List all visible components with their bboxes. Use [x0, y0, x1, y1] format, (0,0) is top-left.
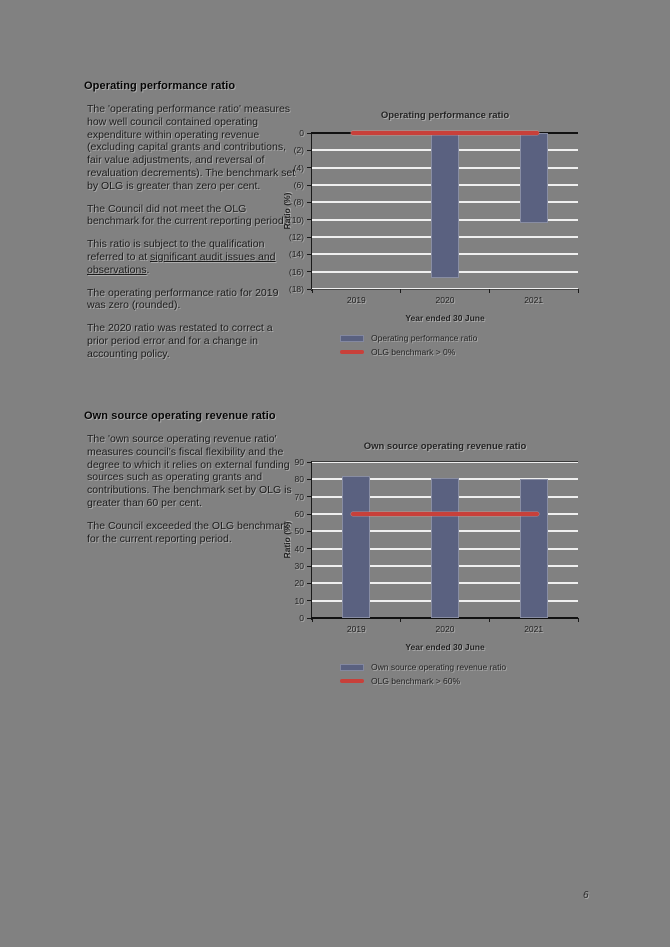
- x-tick-label: 2019: [346, 624, 366, 634]
- x-axis-title: Year ended 30 June: [405, 313, 485, 323]
- y-tick-label: (6): [293, 180, 304, 190]
- paragraph-text: The 2020 ratio was restated to correct a prior period error and for a change in accounting policy.: [87, 322, 273, 360]
- legend-label: Operating performance ratio: [371, 333, 478, 343]
- paragraph-text: The Council did not meet the OLG benchmark for the current reporting period.: [87, 202, 287, 228]
- page-number: 6: [583, 890, 589, 901]
- y-tick-label: (10): [288, 214, 304, 225]
- x-tick-label: 2021: [524, 624, 544, 634]
- chart-title: Operating performance ratio: [380, 110, 510, 121]
- legend-line-swatch: [340, 350, 364, 354]
- bar-2021: [520, 479, 548, 618]
- y-tick-label: 0: [299, 128, 304, 138]
- paragraph-text: The 'own source operating revenue ratio' measures council's fiscal flexibility and the degree to which it relies on external funding sources such as operating grants and contributions. The benchmark set by OLG is greater than 60 per cent.: [87, 433, 292, 509]
- operating-performance-ratio-chart: [278, 108, 626, 370]
- paragraph-text: The 'operating performance ratio' measures how well council contained operating expenditure within operating revenue (excluding capital grants and contributions, fair value adjustments, and reversal of revaluation decrements). The benchmark set by OLG is greater than zero per cent.: [87, 103, 296, 192]
- y-tick-label: (4): [293, 162, 304, 173]
- y-tick-label: (18): [288, 284, 304, 294]
- y-tick-label: (14): [288, 249, 304, 260]
- bar-2021: [520, 133, 548, 223]
- legend-row: [340, 676, 460, 686]
- legend-label: OLG benchmark > 60%: [371, 676, 461, 686]
- y-tick-label: 80: [294, 474, 304, 485]
- x-tick-label: 2019: [346, 295, 366, 305]
- paragraph-text: This ratio is subject to the qualification referred to at: [87, 238, 265, 263]
- plot-top-border: [311, 461, 578, 463]
- x-axis-line: [311, 289, 578, 290]
- own-source-operating-revenue-ratio-chart: [278, 440, 626, 702]
- y-tick-label: (2): [293, 145, 304, 156]
- legend-row: [340, 333, 477, 343]
- benchmark-line: [351, 512, 538, 516]
- paragraph-text: The Council exceeded the OLG benchmark for the current reporting period.: [87, 519, 289, 545]
- y-tick-label: 40: [294, 543, 304, 554]
- legend-bar-swatch: [340, 335, 364, 342]
- paragraph-text: The operating performance ratio for 2019 was zero (rounded).: [87, 286, 279, 312]
- y-tick-label: 20: [294, 578, 304, 589]
- y-tick-label: (16): [288, 266, 304, 277]
- paragraph: [87, 322, 296, 360]
- legend-line-swatch: [340, 679, 364, 683]
- y-tick-label: 70: [294, 491, 304, 502]
- bar-2020: [431, 478, 459, 618]
- y-axis-line: [311, 132, 313, 291]
- x-tick-label: 2020: [435, 624, 455, 634]
- section-paragraphs: [84, 103, 296, 361]
- chart-title: Own source operating revenue ratio: [363, 441, 527, 452]
- benchmark-line: [351, 131, 538, 135]
- paragraph-text: .: [146, 263, 150, 276]
- y-tick-label: 60: [294, 509, 304, 519]
- paragraph: [87, 287, 296, 313]
- bar-2019: [342, 476, 370, 618]
- y-axis-title: Ratio (%): [282, 192, 292, 230]
- paragraph: [87, 433, 296, 510]
- legend-bar-swatch: [340, 664, 364, 671]
- x-tick-mark: [400, 289, 401, 293]
- bar-2020: [431, 133, 459, 278]
- x-axis-title: Year ended 30 June: [405, 642, 485, 652]
- legend-label: Own source operating revenue ratio: [371, 662, 507, 672]
- y-tick-label: 90: [294, 457, 304, 467]
- legend-row: [340, 662, 506, 672]
- paragraph: [87, 103, 296, 193]
- legend-label: OLG benchmark > 0%: [371, 347, 456, 357]
- paragraph: [87, 238, 296, 276]
- x-tick-mark: [578, 289, 579, 293]
- x-tick-mark: [312, 289, 313, 293]
- y-tick-label: 30: [294, 561, 304, 571]
- section-heading: Own source operating revenue ratio: [84, 410, 276, 422]
- x-tick-mark: [489, 289, 490, 293]
- y-tick-label: (12): [288, 232, 304, 242]
- section-operating-performance: [84, 80, 296, 371]
- section-heading: Operating performance ratio: [84, 80, 236, 92]
- y-tick-label: 50: [294, 526, 304, 537]
- y-tick-label: (8): [293, 197, 304, 208]
- y-axis-title: Ratio (%): [282, 521, 292, 559]
- paragraph: [87, 520, 296, 546]
- legend-row: [340, 347, 455, 357]
- section-own-source-revenue: [84, 410, 296, 555]
- y-tick-label: 10: [294, 595, 304, 606]
- x-tick-label: 2021: [524, 295, 544, 305]
- x-tick-label: 2020: [435, 295, 455, 305]
- y-tick-label: 0: [299, 613, 304, 623]
- y-axis-line: [311, 461, 313, 620]
- paragraph: [87, 203, 296, 229]
- significant-audit-issues-link[interactable]: significant audit issues and observations: [87, 250, 276, 276]
- section-paragraphs: [84, 433, 296, 545]
